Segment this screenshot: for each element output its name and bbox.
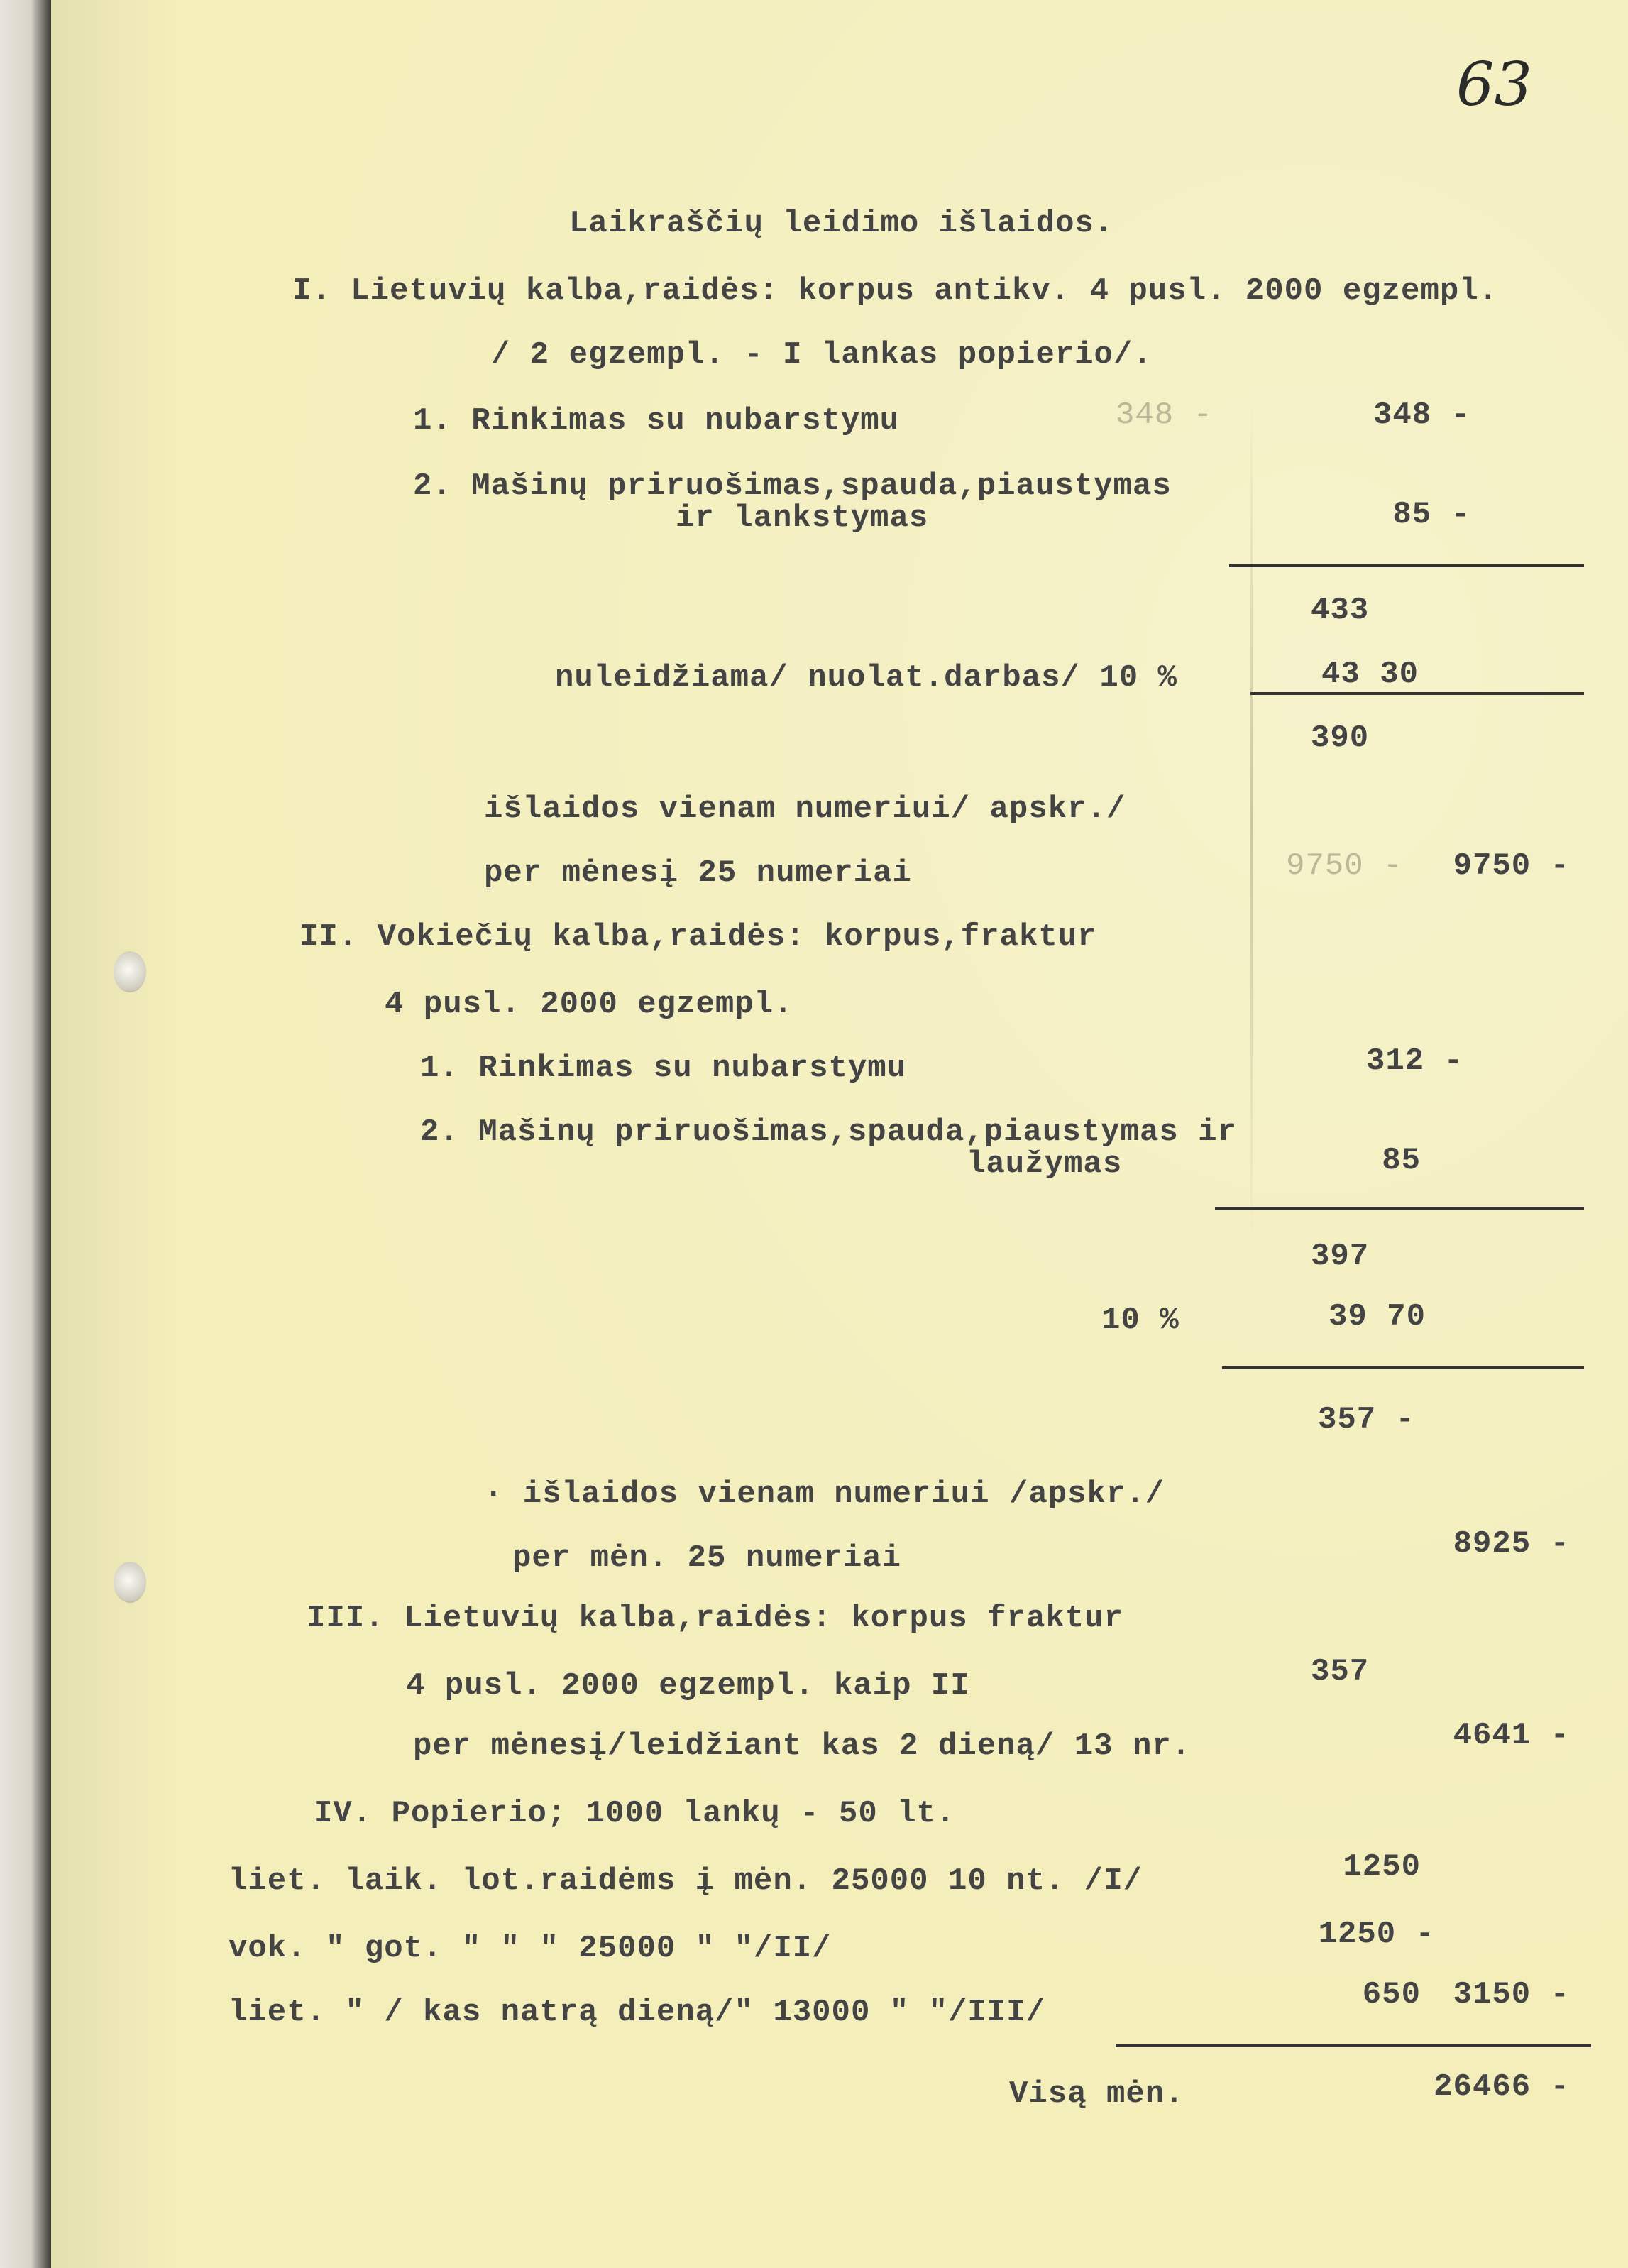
section-2-per-issue-label: · išlaidos vienam numeriui /apskr./ bbox=[484, 1477, 1165, 1512]
paper-row-total: 3150 - bbox=[1453, 1977, 1570, 2012]
section-1-item-1-faint-value: 348 - bbox=[1116, 398, 1214, 433]
punch-hole bbox=[114, 951, 146, 992]
sum-rule bbox=[1229, 564, 1584, 567]
section-1-heading: I. Lietuvių kalba,raidės: korpus antikv. 4 pusl. 2000 egzempl. bbox=[292, 273, 1499, 309]
section-2-subheading: 4 pusl. 2000 egzempl. bbox=[385, 987, 793, 1022]
section-2-discount-value: 39 70 bbox=[1329, 1299, 1426, 1335]
section-3-subheading: 4 pusl. 2000 egzempl. kaip II bbox=[406, 1668, 970, 1704]
section-1-item-2-value: 85 - bbox=[1392, 497, 1470, 532]
document-page bbox=[51, 0, 1628, 2268]
section-2-heading: II. Vokiečių kalba,raidės: korpus,fraktur bbox=[299, 919, 1097, 955]
binding-edge bbox=[0, 0, 51, 2268]
paper-row-label: vok. " got. " " " 25000 " "/II/ bbox=[229, 1931, 832, 1966]
paper-row-value: 650 bbox=[1362, 1977, 1421, 2012]
paper-row-label: liet. " / kas natrą dieną/" 13000 " "/III/ bbox=[229, 1995, 1045, 2030]
section-1-item-2-line-1: 2. Mašinų priruošimas,spauda,piaustymas bbox=[413, 469, 1172, 504]
section-3-subheading-value: 357 bbox=[1311, 1654, 1370, 1689]
section-3-heading: III. Lietuvių kalba,raidės: korpus fraktur bbox=[307, 1601, 1123, 1636]
section-2-item-2-line-1: 2. Mašinų priruošimas,spauda,piaustymas ir bbox=[420, 1114, 1237, 1150]
section-2-item-1-value: 312 - bbox=[1365, 1043, 1463, 1079]
grand-total-label: Visą mėn. bbox=[1009, 2076, 1184, 2112]
section-2-item-2-value: 85 bbox=[1382, 1143, 1421, 1178]
section-2-per-month-value: 8925 - bbox=[1453, 1526, 1570, 1562]
section-2-discount-label: 10 % bbox=[1101, 1303, 1179, 1338]
section-1-subtotal: 433 bbox=[1311, 593, 1370, 628]
section-1-subheading: / 2 egzempl. - I lankas popierio/. bbox=[491, 337, 1153, 373]
paper-row-value: 1250 - bbox=[1318, 1917, 1435, 1952]
section-2-per-month-label: per mėn. 25 numeriai bbox=[512, 1540, 902, 1576]
section-2-net: 357 - bbox=[1318, 1402, 1416, 1437]
section-1-item-1-value: 348 - bbox=[1373, 398, 1470, 433]
sum-rule bbox=[1250, 692, 1584, 695]
section-1-per-month-faint: 9750 - bbox=[1286, 848, 1403, 884]
page-number: 63 bbox=[1456, 50, 1532, 119]
section-2-item-1-label: 1. Rinkimas su nubarstymu bbox=[420, 1051, 907, 1086]
section-1-item-2-line-2: ir lankstymas bbox=[676, 500, 929, 536]
section-1-discount-value: 43 30 bbox=[1321, 657, 1419, 692]
fold-crease bbox=[1250, 398, 1253, 1249]
grand-total-rule bbox=[1116, 2044, 1591, 2047]
section-4-heading: IV. Popierio; 1000 lankų - 50 lt. bbox=[314, 1796, 956, 1831]
document-title: Laikraščių leidimo išlaidos. bbox=[569, 206, 1114, 241]
sum-rule bbox=[1215, 1207, 1584, 1210]
punch-hole bbox=[114, 1562, 146, 1603]
section-2-item-2-line-2: laužymas bbox=[967, 1146, 1123, 1182]
paper-row-value: 1250 bbox=[1343, 1849, 1421, 1885]
section-1-per-issue-label: išlaidos vienam numeriui/ apskr./ bbox=[484, 791, 1126, 827]
section-1-net: 390 bbox=[1311, 721, 1370, 756]
paper-row-label: liet. laik. lot.raidėms į mėn. 25000 10 nt. /I/ bbox=[229, 1863, 1143, 1899]
grand-total-value: 26466 - bbox=[1434, 2069, 1570, 2105]
section-2-subtotal: 397 bbox=[1311, 1239, 1370, 1274]
section-1-discount-label: nuleidžiama/ nuolat.darbas/ 10 % bbox=[555, 660, 1177, 696]
section-1-item-1-label: 1. Rinkimas su nubarstymu bbox=[413, 403, 900, 439]
section-1-per-month-label: per mėnesį 25 numeriai bbox=[484, 855, 912, 891]
section-3-per-month-value: 4641 - bbox=[1453, 1718, 1570, 1753]
section-3-per-month-label: per mėnesį/leidžiant kas 2 dieną/ 13 nr. bbox=[413, 1729, 1192, 1764]
section-1-per-month-value: 9750 - bbox=[1453, 848, 1570, 884]
sum-rule bbox=[1222, 1366, 1584, 1369]
